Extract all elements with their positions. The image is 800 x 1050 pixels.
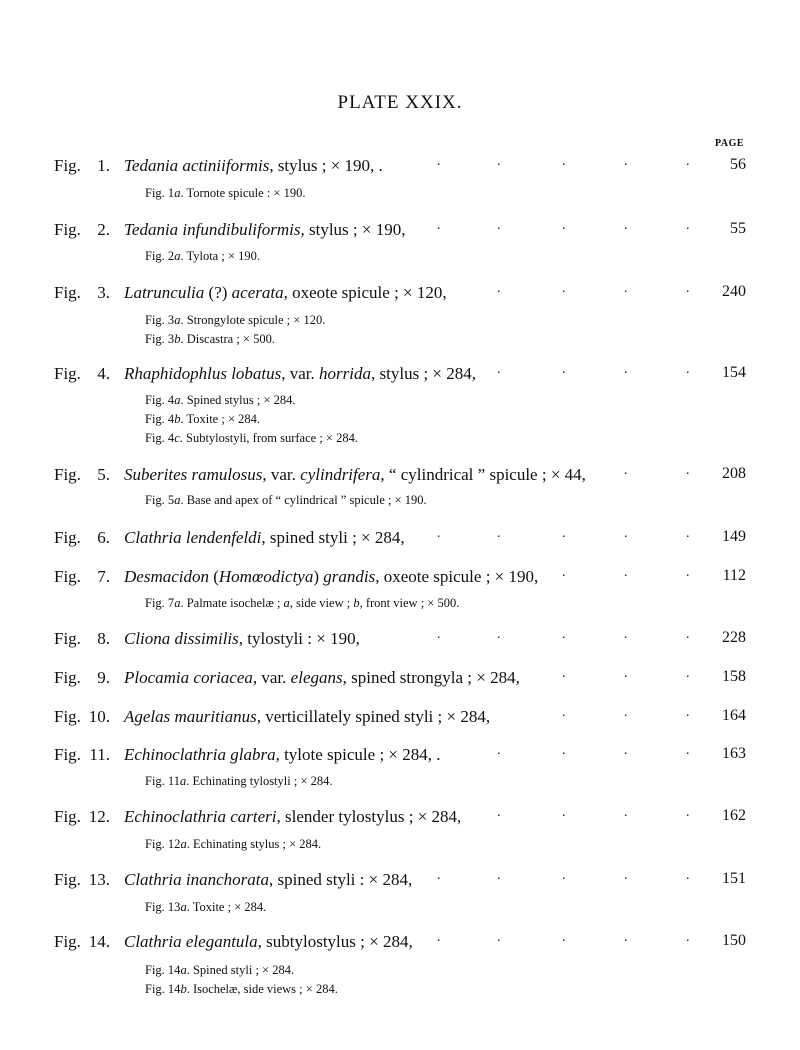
figure-description: Clathria inanchorata, spined styli : × 284, bbox=[124, 870, 413, 889]
leader-dot: . bbox=[686, 565, 690, 580]
leader-dot: . bbox=[624, 743, 628, 758]
leader-dot: . bbox=[437, 218, 441, 233]
figure-description: Rhaphidophlus lobatus, var. horrida, stylus ; × 284, bbox=[124, 364, 477, 383]
figure-number: 4. bbox=[97, 364, 110, 383]
figure-label: Fig. bbox=[54, 629, 81, 648]
figure-entry bbox=[0, 156, 800, 180]
leader-dot: . bbox=[562, 154, 566, 169]
leader-dot: . bbox=[624, 868, 628, 883]
sub-figure-entry: Fig. 12a. Echinating stylus ; × 284. bbox=[145, 837, 322, 851]
sub-figure-entry: Fig. 7a. Palmate isochelæ ; a, side view ; b, front view ; × 500. bbox=[145, 596, 460, 610]
leader-dot: . bbox=[562, 930, 566, 945]
plate-title: PLATE XXIX. bbox=[337, 92, 463, 113]
figure-label: Fig. bbox=[54, 156, 81, 175]
leader-dot: . bbox=[497, 362, 501, 377]
figure-entry bbox=[0, 283, 800, 307]
leader-dot: . bbox=[437, 930, 441, 945]
leader-dot: . bbox=[624, 463, 628, 478]
leader-dot: . bbox=[497, 218, 501, 233]
leader-dot: . bbox=[437, 154, 441, 169]
page-number: 149 bbox=[722, 528, 746, 545]
page-number: 154 bbox=[722, 364, 746, 381]
figure-description: Latrunculia (?) acerata, oxeote spicule ; × 120, bbox=[124, 283, 447, 302]
leader-dot: . bbox=[624, 281, 628, 296]
leader-dot: . bbox=[624, 666, 628, 681]
leader-dot: . bbox=[437, 627, 441, 642]
page-number: 240 bbox=[722, 283, 746, 300]
leader-dot: . bbox=[562, 218, 566, 233]
leader-dot: . bbox=[686, 627, 690, 642]
page-number: 55 bbox=[730, 220, 746, 237]
figure-label: Fig. bbox=[54, 364, 81, 383]
figure-entry bbox=[0, 745, 800, 769]
figure-entry bbox=[0, 707, 800, 731]
leader-dot: . bbox=[562, 805, 566, 820]
sub-figure-entry: Fig. 3b. Discastra ; × 500. bbox=[145, 332, 275, 346]
figure-label: Fig. bbox=[54, 745, 81, 764]
leader-dot: . bbox=[624, 930, 628, 945]
page-number: 112 bbox=[722, 567, 746, 584]
page-number: 164 bbox=[722, 707, 746, 724]
page-number: 228 bbox=[722, 629, 746, 646]
sub-figure-entry: Fig. 4b. Toxite ; × 284. bbox=[145, 412, 260, 426]
leader-dot: . bbox=[497, 526, 501, 541]
page-number: 158 bbox=[722, 668, 746, 685]
figure-number: 5. bbox=[97, 465, 110, 484]
leader-dot: . bbox=[497, 281, 501, 296]
leader-dot: . bbox=[686, 666, 690, 681]
figure-number: 2. bbox=[97, 220, 110, 239]
figure-number: 6. bbox=[97, 528, 110, 547]
figure-entry bbox=[0, 528, 800, 552]
figure-entry bbox=[0, 932, 800, 956]
figure-label: Fig. bbox=[54, 707, 81, 726]
leader-dot: . bbox=[497, 743, 501, 758]
figure-number: 10. bbox=[88, 707, 110, 726]
sub-figure-entry: Fig. 11a. Echinating tylostyli ; × 284. bbox=[145, 774, 333, 788]
sub-figure-entry: Fig. 5a. Base and apex of “ cylindrical ” spicule ; × 190. bbox=[145, 493, 427, 507]
sub-figure-entry: Fig. 4a. Spined stylus ; × 284. bbox=[145, 393, 296, 407]
figure-description: Tedania actiniiformis, stylus ; × 190, . bbox=[124, 156, 383, 175]
leader-dot: . bbox=[562, 526, 566, 541]
leader-dot: . bbox=[624, 154, 628, 169]
leader-dot: . bbox=[686, 281, 690, 296]
leader-dot: . bbox=[497, 868, 501, 883]
leader-dot: . bbox=[686, 868, 690, 883]
leader-dot: . bbox=[686, 705, 690, 720]
leader-dot: . bbox=[686, 218, 690, 233]
figure-description: Echinoclathria glabra, tylote spicule ; × 284, . bbox=[124, 745, 441, 764]
figure-entry bbox=[0, 668, 800, 692]
figure-label: Fig. bbox=[54, 567, 81, 586]
page-number: 208 bbox=[722, 465, 746, 482]
leader-dot: . bbox=[624, 705, 628, 720]
figure-label: Fig. bbox=[54, 807, 81, 826]
figure-number: 11. bbox=[89, 745, 110, 764]
figure-number: 12. bbox=[88, 807, 110, 826]
figure-number: 1. bbox=[97, 156, 110, 175]
figure-label: Fig. bbox=[54, 528, 81, 547]
figure-number: 9. bbox=[97, 668, 110, 687]
page-number: 163 bbox=[722, 745, 746, 762]
leader-dot: . bbox=[562, 281, 566, 296]
leader-dot: . bbox=[624, 805, 628, 820]
figure-entry bbox=[0, 567, 800, 591]
leader-dot: . bbox=[686, 526, 690, 541]
sub-figure-entry: Fig. 4c. Subtylostyli, from surface ; × 284. bbox=[145, 431, 358, 445]
leader-dot: . bbox=[686, 154, 690, 169]
page-number: 162 bbox=[722, 807, 746, 824]
leader-dot: . bbox=[562, 868, 566, 883]
page-number: 151 bbox=[722, 870, 746, 887]
figure-description: Suberites ramulosus, var. cylindrifera, “ cylindrical ” spicule ; × 44, bbox=[124, 465, 586, 484]
figure-label: Fig. bbox=[54, 870, 81, 889]
figure-description: Agelas mauritianus, verticillately spined styli ; × 284, bbox=[124, 707, 491, 726]
leader-dot: . bbox=[624, 526, 628, 541]
leader-dot: . bbox=[497, 805, 501, 820]
figure-entry bbox=[0, 364, 800, 388]
figure-entry bbox=[0, 870, 800, 894]
leader-dot: . bbox=[497, 154, 501, 169]
page-number: 150 bbox=[722, 932, 746, 949]
leader-dot: . bbox=[562, 743, 566, 758]
figure-description: Clathria lendenfeldi, spined styli ; × 284, bbox=[124, 528, 405, 547]
leader-dot: . bbox=[562, 565, 566, 580]
figure-description: Plocamia coriacea, var. elegans, spined strongyla ; × 284, bbox=[124, 668, 520, 687]
leader-dot: . bbox=[624, 627, 628, 642]
figure-description: Echinoclathria carteri, slender tylostylus ; × 284, bbox=[124, 807, 462, 826]
leader-dot: . bbox=[624, 362, 628, 377]
figure-number: 13. bbox=[88, 870, 110, 889]
figure-description: Tedania infundibuliformis, stylus ; × 190, bbox=[124, 220, 406, 239]
leader-dot: . bbox=[437, 868, 441, 883]
sub-figure-entry: Fig. 14b. Isochelæ, side views ; × 284. bbox=[145, 982, 338, 996]
figure-label: Fig. bbox=[54, 465, 81, 484]
leader-dot: . bbox=[686, 463, 690, 478]
figure-description: Cliona dissimilis, tylostyli : × 190, bbox=[124, 629, 360, 648]
sub-figure-entry: Fig. 2a. Tylota ; × 190. bbox=[145, 249, 260, 263]
leader-dot: . bbox=[624, 218, 628, 233]
figure-label: Fig. bbox=[54, 220, 81, 239]
leader-dot: . bbox=[437, 526, 441, 541]
leader-dot: . bbox=[497, 627, 501, 642]
leader-dot: . bbox=[686, 743, 690, 758]
leader-dot: . bbox=[624, 565, 628, 580]
figure-entry bbox=[0, 220, 800, 244]
leader-dot: . bbox=[686, 930, 690, 945]
figure-description: Clathria elegantula, subtylostylus ; × 284, bbox=[124, 932, 413, 951]
leader-dot: . bbox=[562, 666, 566, 681]
leader-dot: . bbox=[497, 930, 501, 945]
sub-figure-entry: Fig. 13a. Toxite ; × 284. bbox=[145, 900, 267, 914]
figure-label: Fig. bbox=[54, 283, 81, 302]
figure-description: Desmacidon (Homœodictya) grandis, oxeote spicule ; × 190, bbox=[124, 567, 539, 586]
figure-label: Fig. bbox=[54, 932, 81, 951]
figure-entry bbox=[0, 629, 800, 653]
figure-number: 8. bbox=[97, 629, 110, 648]
page-number: 56 bbox=[730, 156, 746, 173]
leader-dot: . bbox=[562, 627, 566, 642]
figure-number: 3. bbox=[97, 283, 110, 302]
leader-dot: . bbox=[562, 705, 566, 720]
leader-dot: . bbox=[686, 805, 690, 820]
sub-figure-entry: Fig. 1a. Tornote spicule : × 190. bbox=[145, 186, 306, 200]
figure-number: 14. bbox=[88, 932, 110, 951]
sub-figure-entry: Fig. 14a. Spined styli ; × 284. bbox=[145, 963, 295, 977]
page-column-label: PAGE bbox=[715, 138, 745, 149]
figure-label: Fig. bbox=[54, 668, 81, 687]
figure-entry bbox=[0, 807, 800, 831]
figure-entry bbox=[0, 465, 800, 489]
sub-figure-entry: Fig. 3a. Strongylote spicule ; × 120. bbox=[145, 313, 326, 327]
leader-dot: . bbox=[562, 362, 566, 377]
figure-number: 7. bbox=[97, 567, 110, 586]
leader-dot: . bbox=[686, 362, 690, 377]
